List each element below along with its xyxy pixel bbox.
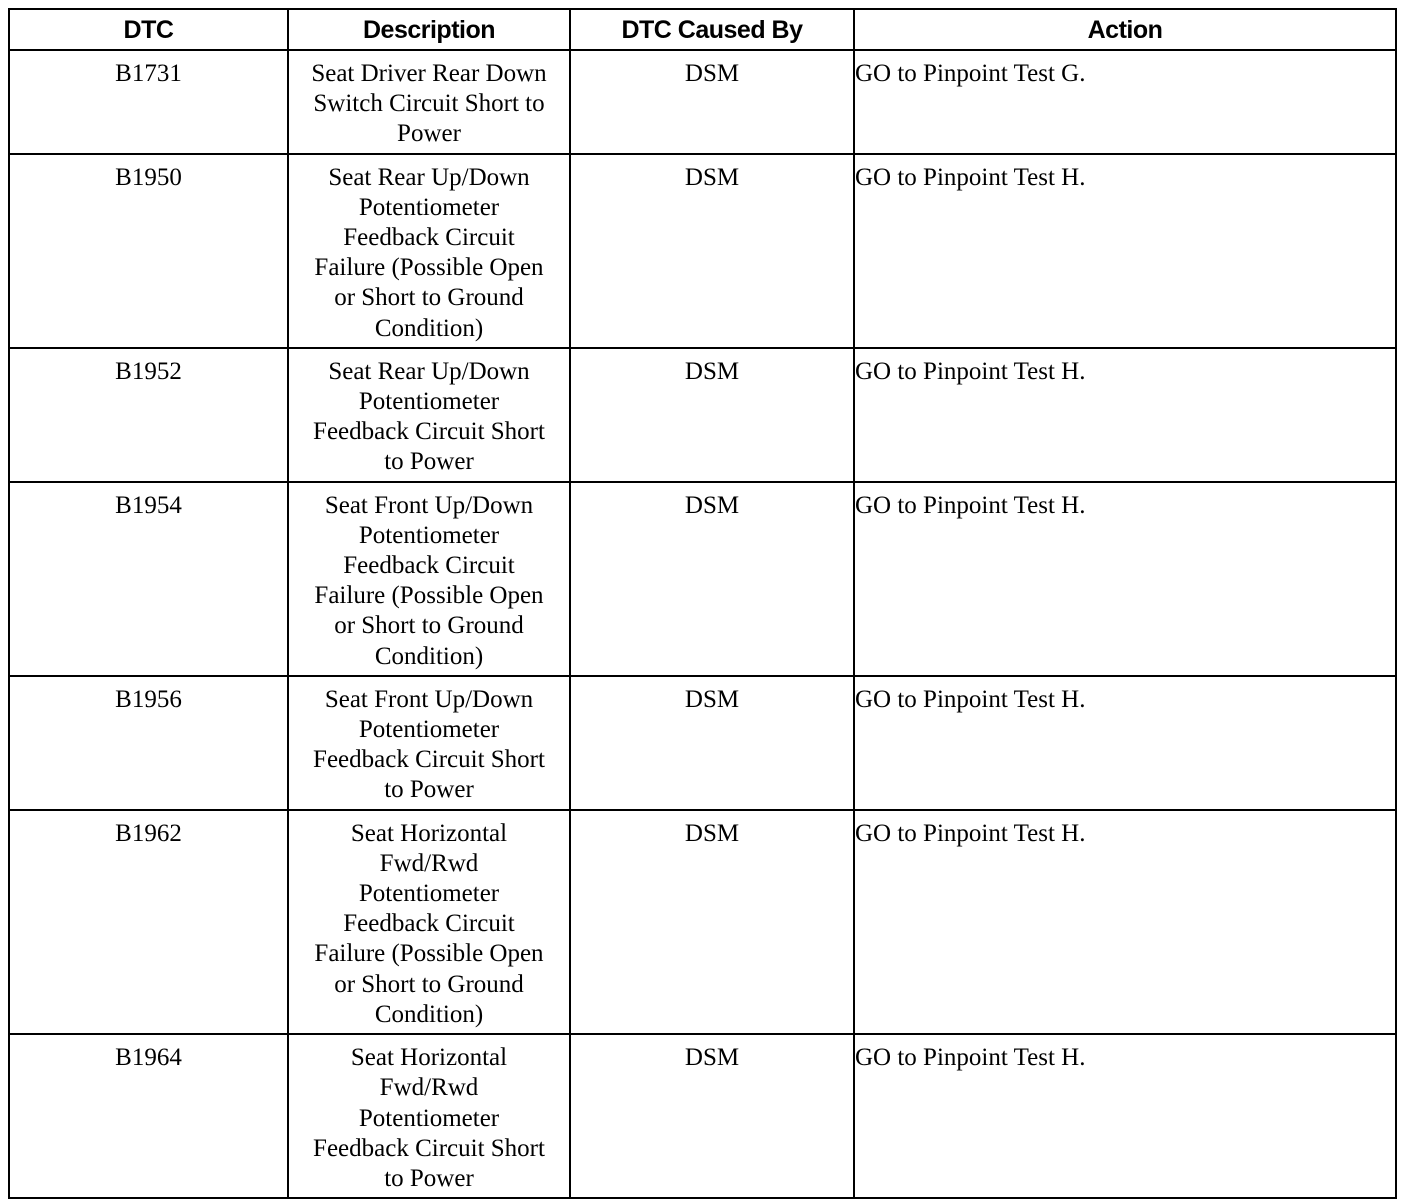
- description-line: to Power: [384, 1164, 474, 1192]
- description-cell: [288, 1034, 570, 1198]
- action-cell: GO to Pinpoint Test H.: [854, 154, 1396, 348]
- header-dtc: DTC: [9, 9, 288, 50]
- dtc-code-cell: B1954: [9, 482, 288, 676]
- description-cell: [288, 154, 570, 348]
- dtc-code-cell: B1950: [9, 154, 288, 348]
- description-line: Condition): [374, 314, 484, 342]
- caused-by-cell: DSM: [570, 810, 854, 1034]
- description-line: or Short to Ground: [334, 612, 524, 640]
- dtc-code-cell: B1952: [9, 348, 288, 482]
- description-line: Feedback Circuit Short: [313, 1134, 545, 1162]
- description-line: Condition): [374, 1000, 484, 1028]
- description-line: Seat Horizontal: [350, 819, 508, 847]
- description-cell: [288, 50, 570, 154]
- description-line: Potentiometer: [358, 716, 500, 744]
- action-cell: GO to Pinpoint Test H.: [854, 676, 1396, 810]
- description-line: Condition): [374, 642, 484, 670]
- description-line: Seat Rear Up/Down: [328, 163, 530, 191]
- description-line: Failure (Possible Open: [314, 582, 544, 610]
- caused-by-cell: DSM: [570, 676, 854, 810]
- description-line: or Short to Ground: [334, 284, 524, 312]
- action-cell: GO to Pinpoint Test H.: [854, 482, 1396, 676]
- description-line: Fwd/Rwd: [379, 849, 479, 877]
- description-line: Fwd/Rwd: [379, 1074, 479, 1102]
- description-line: Switch Circuit Short to: [313, 90, 545, 118]
- table-body: [9, 50, 1396, 1198]
- action-cell: GO to Pinpoint Test H.: [854, 1034, 1396, 1198]
- description-line: Failure (Possible Open: [314, 940, 544, 968]
- description-cell: [288, 676, 570, 810]
- description-cell: [288, 482, 570, 676]
- action-cell: GO to Pinpoint Test G.: [854, 50, 1396, 154]
- table-row: [9, 1034, 1396, 1198]
- table-header-row: [9, 9, 1396, 50]
- description-line: Feedback Circuit: [343, 552, 515, 580]
- description-line: Seat Horizontal: [350, 1044, 508, 1072]
- table-row: [9, 676, 1396, 810]
- description-cell: [288, 810, 570, 1034]
- description-line: Feedback Circuit Short: [313, 746, 545, 774]
- caused-by-cell: DSM: [570, 348, 854, 482]
- description-line: Feedback Circuit Short: [313, 418, 545, 446]
- header-action: Action: [854, 9, 1396, 50]
- description-line: or Short to Ground: [334, 970, 524, 998]
- caused-by-cell: DSM: [570, 50, 854, 154]
- description-line: to Power: [384, 776, 474, 804]
- caused-by-cell: DSM: [570, 1034, 854, 1198]
- action-cell: GO to Pinpoint Test H.: [854, 810, 1396, 1034]
- description-line: Potentiometer: [358, 521, 500, 549]
- caused-by-cell: DSM: [570, 154, 854, 348]
- description-line: Seat Front Up/Down: [324, 685, 534, 713]
- description-cell: [288, 348, 570, 482]
- dtc-table: [8, 8, 1397, 1199]
- description-line: Potentiometer: [358, 388, 500, 416]
- description-line: Potentiometer: [358, 1104, 500, 1132]
- action-cell: GO to Pinpoint Test H.: [854, 348, 1396, 482]
- description-line: Seat Front Up/Down: [324, 491, 534, 519]
- description-line: to Power: [384, 448, 474, 476]
- dtc-code-cell: B1962: [9, 810, 288, 1034]
- table-row: [9, 348, 1396, 482]
- description-line: Potentiometer: [358, 193, 500, 221]
- table-row: [9, 810, 1396, 1034]
- header-description: Description: [288, 9, 570, 50]
- dtc-code-cell: B1731: [9, 50, 288, 154]
- dtc-code-cell: B1956: [9, 676, 288, 810]
- description-line: Failure (Possible Open: [314, 254, 544, 282]
- description-line: Potentiometer: [358, 880, 500, 908]
- header-caused-by: DTC Caused By: [570, 9, 854, 50]
- caused-by-cell: DSM: [570, 482, 854, 676]
- table-row: [9, 482, 1396, 676]
- description-line: Feedback Circuit: [343, 910, 515, 938]
- description-line: Seat Rear Up/Down: [328, 357, 530, 385]
- dtc-code-cell: B1964: [9, 1034, 288, 1198]
- description-line: Power: [397, 120, 461, 148]
- table-row: [9, 50, 1396, 154]
- description-line: Feedback Circuit: [343, 224, 515, 252]
- table-row: [9, 154, 1396, 348]
- description-line: Seat Driver Rear Down: [311, 60, 547, 87]
